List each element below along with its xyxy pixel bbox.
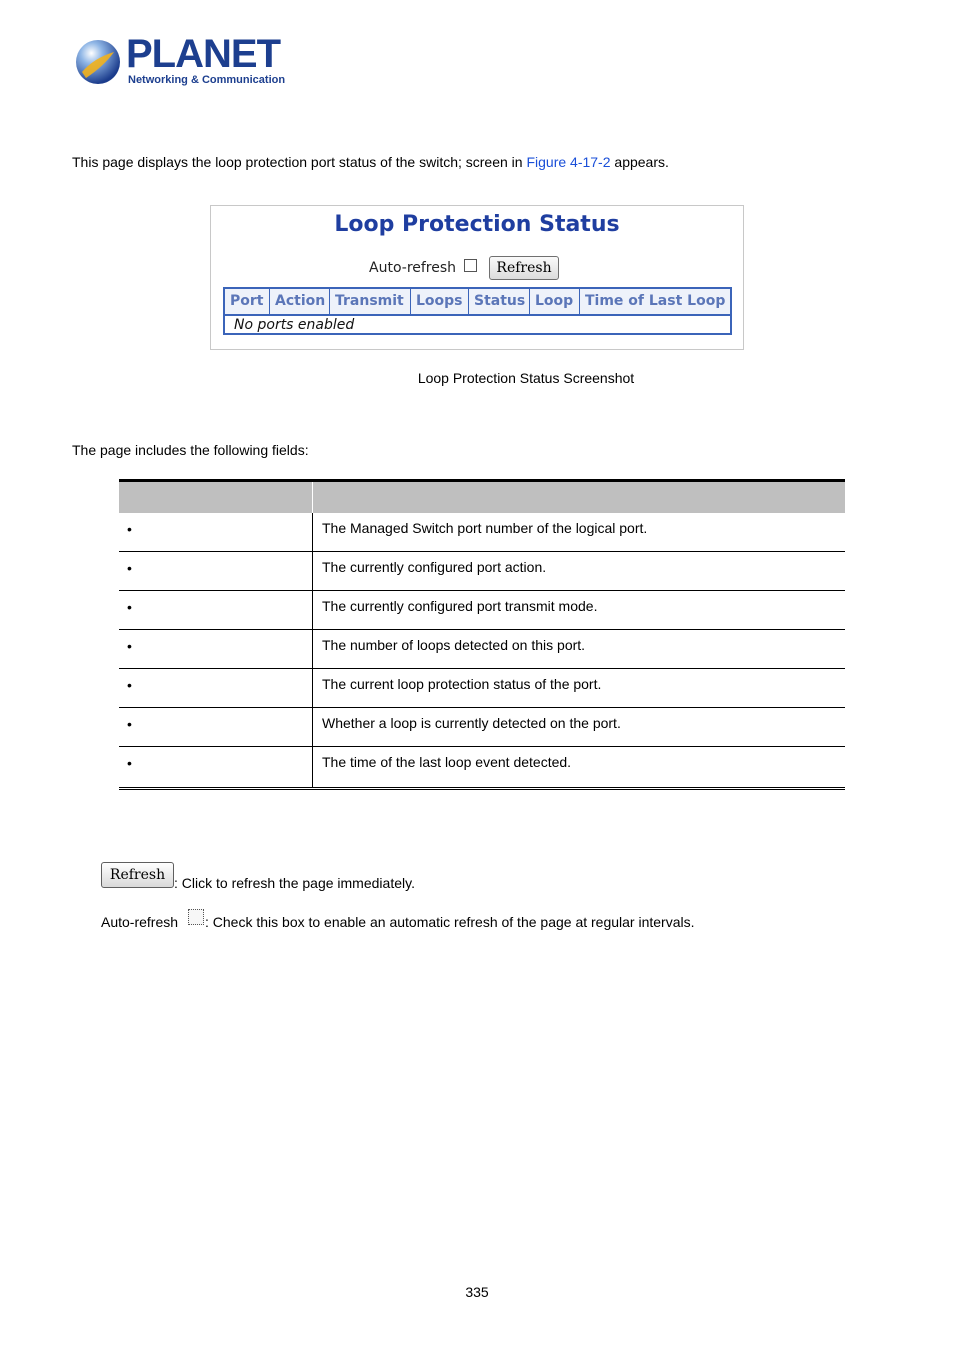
figure-link[interactable]: Figure 4-17-2 [526,154,611,170]
field-description: The currently configured port action. [322,559,547,575]
column-header-loops: Loops [411,289,469,314]
table-row [119,630,845,669]
auto-refresh-checkbox[interactable] [464,259,477,272]
field-description: The current loop protection status of the port. [322,676,602,692]
refresh-button-image[interactable]: Refresh [101,862,174,888]
auto-refresh-label: Auto-refresh [369,260,457,276]
column-header-status: Status [469,289,530,314]
refresh-help-text: : Click to refresh the page immediately. [174,875,415,891]
table-row [119,669,845,708]
auto-refresh-help-label: Auto-refresh [101,914,179,930]
screenshot-title: Loop Protection Status [334,212,620,237]
bullet: • [127,638,132,654]
status-table [223,287,732,335]
table-row [119,708,845,747]
intro-text-before: This page displays the loop protection port status of the switch; screen in [72,154,527,170]
bullet: • [127,599,132,615]
fields-intro: The page includes the following fields: [72,442,309,458]
fields-table-header [119,479,845,513]
field-description: Whether a loop is currently detected on the port. [322,715,621,731]
column-header-transmit: Transmit [330,289,411,314]
logo-wordmark: PLANET [126,32,280,76]
table-row [119,747,845,787]
status-table-header [225,289,730,316]
bullet: • [127,716,132,732]
page-number: 335 [465,1284,489,1300]
column-header-loop: Loop [530,289,580,314]
column-header-time-of-last-loop: Time of Last Loop [585,293,726,309]
planet-logo [72,32,286,92]
table-row [119,552,845,591]
field-description: The number of loops detected on this port. [322,637,586,653]
column-header-action: Action [270,289,330,314]
table-bottom-rule [119,787,845,790]
refresh-button[interactable]: Refresh [489,256,559,280]
field-description: The Managed Switch port number of the logical port. [322,520,648,536]
table-row [119,591,845,630]
empty-message: No ports enabled [234,317,355,333]
field-description: The time of the last loop event detected. [322,754,572,770]
table-row [119,513,845,552]
bullet: • [127,755,132,771]
intro-text-after: appears. [610,154,669,170]
globe-icon [74,38,122,86]
auto-refresh-checkbox-image[interactable] [188,909,204,925]
auto-refresh-help-text: : Check this box to enable an automatic refresh of the page at regular intervals. [205,914,695,930]
bullet: • [127,677,132,693]
intro-paragraph [72,154,669,170]
field-description: The currently configured port transmit mode. [322,598,598,614]
loop-protection-screenshot [210,205,744,350]
bullet: • [127,521,132,537]
figure-caption: Loop Protection Status Screenshot [417,370,635,386]
logo-tagline: Networking & Communication [128,74,286,86]
bullet: • [127,560,132,576]
column-header-port: Port [225,289,270,314]
